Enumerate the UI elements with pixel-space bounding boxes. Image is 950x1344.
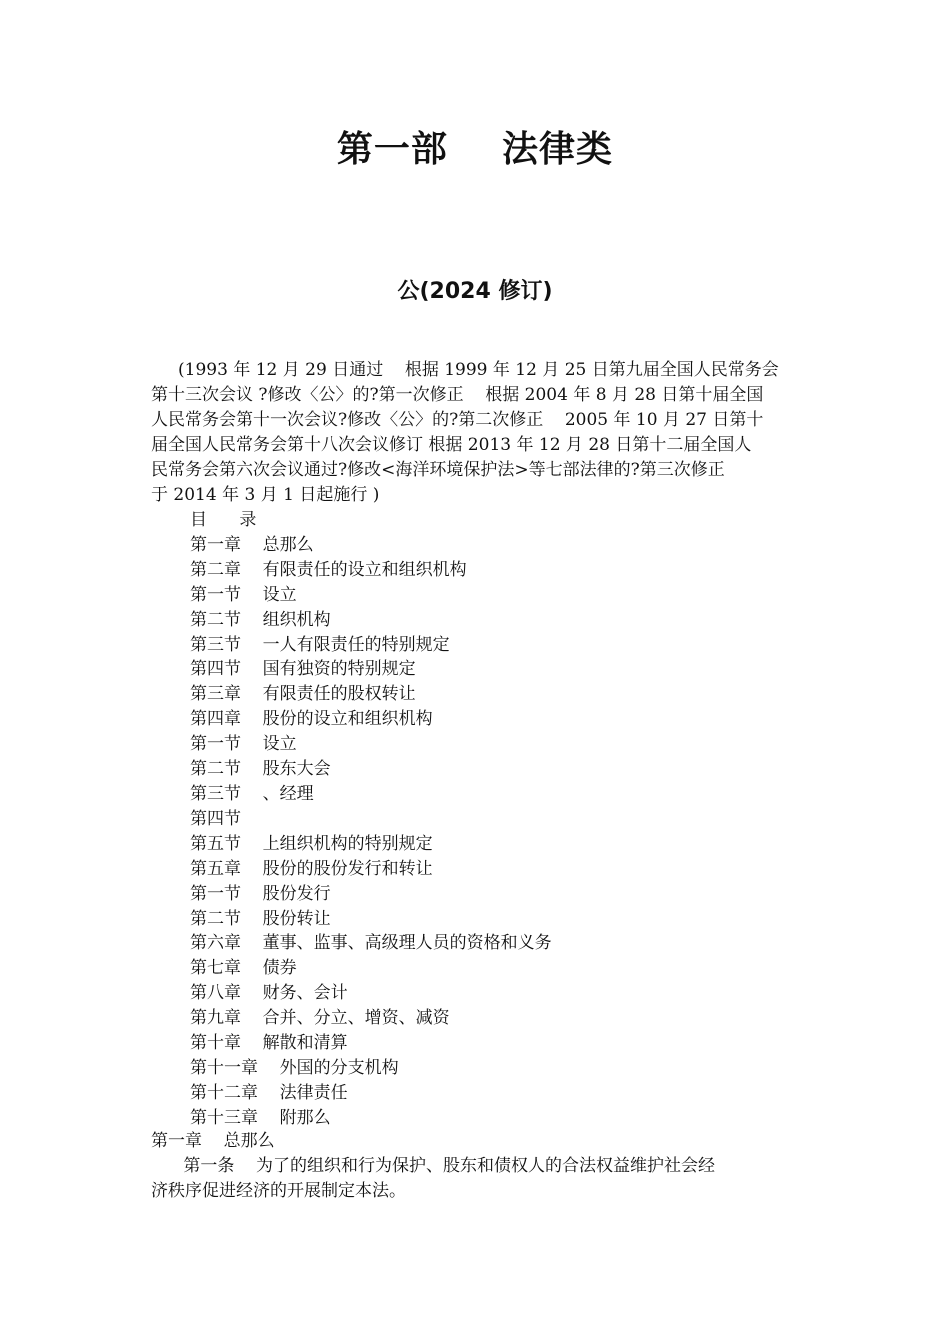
table-of-contents xyxy=(190,508,790,1131)
part-title: 第一部 法律类 xyxy=(336,129,614,170)
toc-item: 第四节 xyxy=(190,808,241,829)
preamble-line: 于 2014 年 3 月 1 日起施行 ) xyxy=(151,485,380,505)
toc-item: 第一节 股份发行 xyxy=(190,883,331,904)
toc-item: 第二章 有限责任的设立和组织机构 xyxy=(190,559,467,580)
toc-item: 第九章 合并、分立、增资、减资 xyxy=(190,1008,450,1029)
preamble-line: 民常务会第六次会议通过?修改<海洋环境保护法>等七部法律的?第三次修正 xyxy=(151,460,725,480)
toc-item: 第一章 总那么 xyxy=(190,534,314,555)
preamble-line: 人民常务会第十一次会议?修改〈公〉的?第二次修正 2005 年 10 月 27 日第十 xyxy=(151,410,764,430)
toc-item: 第一节 设立 xyxy=(190,734,297,755)
toc-item: 第二节 股东大会 xyxy=(190,759,331,780)
toc-item: 第三节 、经理 xyxy=(190,783,314,804)
toc-item: 第七章 债券 xyxy=(190,958,297,979)
toc-heading: 目 录 xyxy=(190,510,257,530)
toc-item: 第一节 设立 xyxy=(190,584,297,605)
article-text-line: 济秩序促进经济的开展制定本法。 xyxy=(151,1180,406,1201)
toc-item: 第五节 上组织机构的特别规定 xyxy=(190,833,433,854)
toc-item: 第三节 一人有限责任的特别规定 xyxy=(190,634,450,655)
toc-item: 第六章 董事、监事、高级理人员的资格和义务 xyxy=(190,933,552,954)
toc-item: 第二节 组织机构 xyxy=(190,609,331,630)
toc-item: 第十一章 外国的分支机构 xyxy=(190,1057,399,1078)
toc-item: 第十二章 法律责任 xyxy=(190,1082,348,1103)
toc-item: 第二节 股份转让 xyxy=(190,908,331,929)
preamble xyxy=(151,358,801,508)
toc-item: 第三章 有限责任的股权转让 xyxy=(190,684,416,705)
toc-item: 第四章 股份的设立和组织机构 xyxy=(190,709,433,730)
article-text-line: 第一条 为了的组织和行为保护、股东和债权人的合法权益维护社会经 xyxy=(151,1155,716,1176)
toc-item: 第五章 股份的股份发行和转让 xyxy=(190,858,433,879)
chapter-heading: 第一章 总那么 xyxy=(151,1131,275,1151)
document-title: 公(2024 修订) xyxy=(397,279,553,304)
toc-item: 第十三章 附那么 xyxy=(190,1107,331,1128)
preamble-line: 届全国人民常务会第十八次会议修订 根据 2013 年 12 月 28 日第十二届全国人 xyxy=(151,435,752,455)
toc-item: 第十章 解散和清算 xyxy=(190,1033,348,1054)
chapter-one-body xyxy=(151,1129,801,1204)
toc-item: 第四节 国有独资的特别规定 xyxy=(190,659,416,680)
toc-item: 第八章 财务、会计 xyxy=(190,983,348,1004)
preamble-line: 第十三次会议 ?修改〈公〉的?第一次修正 根据 2004 年 8 月 28 日第十届全国 xyxy=(151,385,764,405)
preamble-line: (1993 年 12 月 29 日通过 根据 1999 年 12 月 25 日第九届全国人民常务会 xyxy=(151,360,779,380)
